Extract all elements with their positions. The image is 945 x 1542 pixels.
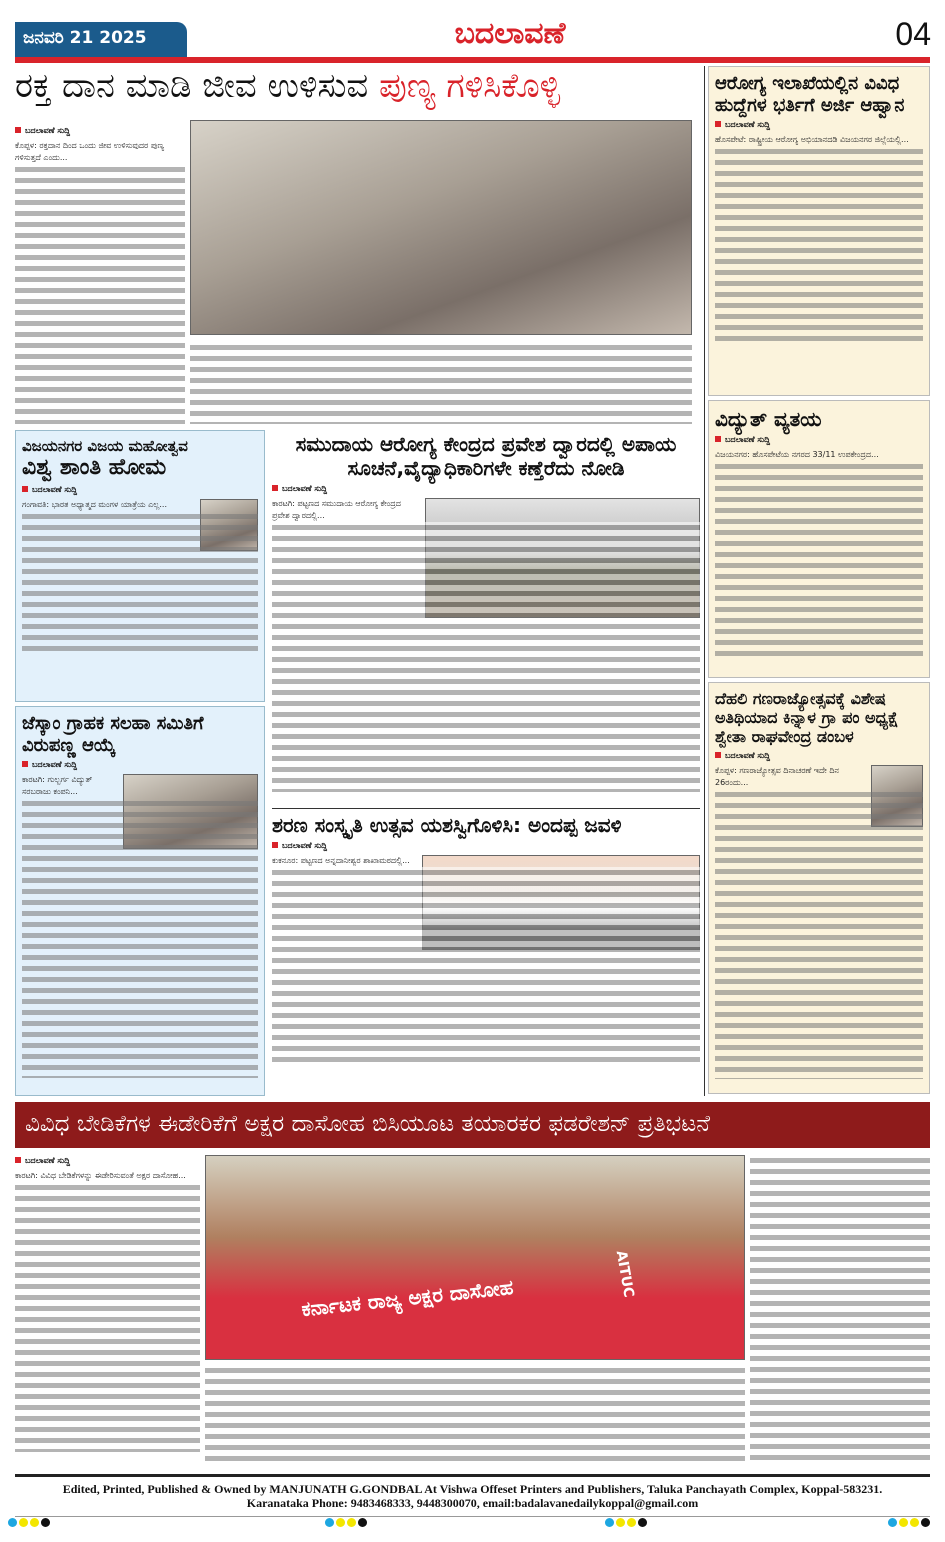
health-jobs-article bbox=[708, 66, 930, 396]
page-number: 04 bbox=[895, 16, 931, 52]
protest-text-bottom bbox=[205, 1365, 745, 1465]
body-text bbox=[15, 164, 185, 424]
imprint bbox=[0, 1482, 945, 1510]
masthead-logo: ಬದಲಾವಣೆ bbox=[454, 16, 566, 51]
lead-paragraph: ಕಾರಟಗಿ: ಗುಲ್ಬರ್ಗ ವಿದ್ಯುತ್ ಸರಬರಾಜು ಕಂಪನಿ... bbox=[22, 775, 93, 797]
body-text bbox=[15, 1182, 200, 1452]
byline: ಬದಲಾವಣೆ ಸುದ್ದಿ bbox=[715, 751, 923, 761]
byline: ಬದಲಾವಣೆ ಸುದ್ದಿ bbox=[715, 120, 923, 130]
article-headline: ಜೆಸ್ಕಾಂ ಗ್ರಾಹಕ ಸಲಹಾ ಸಮಿತಿಗೆ ವಿರುಪಣ್ಣ ಆಯ್ಕೆ bbox=[22, 713, 204, 756]
health-centre-article bbox=[272, 432, 700, 802]
photo-banner-side-text: AITUC bbox=[612, 1249, 637, 1299]
body-text bbox=[272, 522, 700, 792]
issue-date: ಜನವರಿ 21 2025 bbox=[15, 22, 187, 57]
body-text bbox=[272, 867, 700, 1067]
headline-black: ರಕ್ತ ದಾನ ಮಾಡಿ ಜೀವ ಉಳಿಸುವ bbox=[15, 66, 369, 106]
gescom-article bbox=[15, 706, 265, 1096]
registration-marks bbox=[325, 1518, 367, 1528]
registration-marks bbox=[8, 1518, 50, 1528]
column-divider bbox=[704, 66, 705, 1096]
byline: ಬದಲಾವಣೆ ಸುದ್ದಿ bbox=[272, 484, 700, 494]
body-text bbox=[22, 798, 258, 1078]
byline: ಬದಲಾವಣೆ ಸುದ್ದಿ bbox=[272, 841, 700, 851]
power-cut-article bbox=[708, 400, 930, 678]
lead-paragraph: ವಿಜಯನಗರ: ಹೊಸಪೇಟೆಯ ನಗರದ 33/11 ಉಪಕೇಂದ್ರದ... bbox=[715, 450, 879, 459]
body-text bbox=[715, 461, 923, 661]
body-text bbox=[22, 511, 258, 651]
registration-marks bbox=[605, 1518, 647, 1528]
imprint-line-1: Edited, Printed, Published & Owned by MANJUNATH G.GONDBAL At Vishwa Offeset Printers and Publishers, Taluka Panchayath Complex, Koppal-583231. bbox=[62, 1482, 883, 1496]
protest-photo bbox=[205, 1155, 745, 1360]
article-headline: ವಿದ್ಯುತ್ ವ್ಯತಯ bbox=[715, 407, 822, 431]
lead-headline bbox=[15, 66, 700, 106]
protest-text-left bbox=[15, 1152, 200, 1470]
byline: ಬದಲಾವಣೆ ಸುದ್ದಿ bbox=[15, 126, 185, 136]
article-headline: ವಿಶ್ವ ಶಾಂತಿ ಹೋಮ bbox=[22, 455, 167, 480]
lead-paragraph: ಕೊಪ್ಪಳ: ಗಣರಾಜ್ಯೋತ್ಸವ ದಿನಾಚರಣೆ ಇದೇ ದಿನ 26ರಂದು... bbox=[715, 765, 839, 787]
lead-paragraph: ಕಾರಟಗಿ: ವಿವಿಧ ಬೇಡಿಕೆಗಳನ್ನು ಈಡೇರಿಸುವಂತೆ ಅಕ್ಷರ ದಾಸೋಹ... bbox=[15, 1171, 186, 1180]
lead-paragraph: ಗಂಗಾವತಿ: ಭಾರತ ಅಧ್ಯಾತ್ಮದ ಮಂಗಳ ಯಾತ್ರೆಯ ಎಲ್ಲ... bbox=[22, 500, 168, 510]
sharana-article bbox=[272, 808, 700, 1098]
lead-paragraph: ಕುಕನೂರ: ಪಟ್ಟಣದ ಅನ್ನದಾನೀಶ್ವರ ಶಾಖಾಮಠದಲ್ಲಿ... bbox=[272, 856, 410, 865]
delhi-article bbox=[708, 682, 930, 1094]
footer-rule bbox=[15, 1474, 930, 1477]
body-text bbox=[715, 146, 923, 346]
protest-text-right bbox=[750, 1155, 930, 1465]
byline: ಬದಲಾವಣೆ ಸುದ್ದಿ bbox=[22, 760, 258, 770]
lead-paragraph: ಕಾರಟಗಿ: ಪಟ್ಟಣದ ಸಮುದಾಯ ಆರೋಗ್ಯ ಕೇಂದ್ರದ ಪ್ರವೇಶ ದ್ವಾರದಲ್ಲಿ... bbox=[272, 499, 401, 520]
lead-story-text bbox=[15, 122, 185, 427]
byline: ಬದಲಾವಣೆ ಸುದ್ದಿ bbox=[715, 435, 923, 445]
registration-marks bbox=[888, 1518, 930, 1528]
vijayanagar-article bbox=[15, 430, 265, 702]
photo-banner-text: ಕರ್ನಾಟಕ ರಾಜ್ಯ ಅಕ್ಷರ ದಾಸೋಹ bbox=[300, 1274, 515, 1322]
article-headline: ಆರೋಗ್ಯ ಇಲಾಖೆಯಲ್ಲಿನ ವಿವಿಧ ಹುದ್ದೆಗಳ ಭರ್ತಿಗೆ ಅರ್ಜಿ ಆಹ್ವಾನ bbox=[715, 73, 905, 116]
lead-paragraph: ಹೊಸಪೇಟೆ: ರಾಷ್ಟ್ರೀಯ ಆರೋಗ್ಯ ಅಭಿಯಾನದಡಿ ವಿಜಯನಗರ ಜಿಲ್ಲೆಯಲ್ಲಿ... bbox=[715, 135, 909, 145]
byline: ಬದಲಾವಣೆ ಸುದ್ದಿ bbox=[22, 485, 258, 495]
blood-donation-photo bbox=[190, 120, 692, 335]
protest-headline-banner: ವಿವಿಧ ಬೇಡಿಕೆಗಳ ಈಡೇರಿಕೆಗೆ ಅಕ್ಷರ ದಾಸೋಹ ಬಿಸಿಯೂಟ ತಯಾರಕರ ಫಡರೇಶನ್ ಪ್ರತಿಭಟನೆ bbox=[15, 1102, 930, 1148]
article-headline: ದೆಹಲಿ ಗಣರಾಜ್ಯೋತ್ಸವಕ್ಕೆ ವಿಶೇಷ ಅತಿಥಿಯಾದ ಕಿನ್ನಾಳ ಗ್ರಾ ಪಂ ಅಧ್ಯಕ್ಷೆ ಶ್ವೇತಾ ರಾಘವೇಂದ್ರ ಡಂಬಳ bbox=[715, 689, 899, 747]
headline-red: ಪುಣ್ಯ ಗಳಿಸಿಕೊಳ್ಳಿ bbox=[379, 66, 561, 106]
lead-paragraph: ಕೊಪ್ಪಳ: ರಕ್ತದಾನ ದಿಂದ ಒಂದು ಜೀವ ಉಳಿಸುವುದರ ಪುಣ್ಯ ಗಳಿಸುತ್ತದೆ ಎಂದು... bbox=[15, 141, 165, 162]
article-headline: ಶರಣ ಸಂಸ್ಕೃತಿ ಉತ್ಸವ ಯಶಸ್ವಿಗೊಳಿಸಿ: ಅಂದಪ್ಪ ಜವಳಿ bbox=[272, 813, 622, 837]
header-rule bbox=[15, 57, 930, 63]
imprint-line-2: Karanataka Phone: 9483468333, 9448300070, email:badalavanedailykoppal@gmail.com bbox=[246, 1496, 699, 1510]
byline: ಬದಲಾವಣೆ ಸುದ್ದಿ bbox=[15, 1156, 200, 1166]
registration-rule bbox=[15, 1516, 930, 1517]
body-text bbox=[715, 789, 923, 1079]
lead-story-continuation bbox=[190, 342, 692, 424]
article-kicker: ವಿಜಯನಗರ ವಿಜಯ ಮಹೋತ್ವವ bbox=[22, 437, 188, 455]
article-headline: ಸಮುದಾಯ ಆರೋಗ್ಯ ಕೇಂದ್ರದ ಪ್ರವೇಶ ದ್ವಾರದಲ್ಲಿ ಅಪಾಯ ಸೂಚನೆ,ವೈದ್ಯಾಧಿಕಾರಿಗಳೇ ಕಣ್ತೆರೆದು ನೋಡಿ bbox=[295, 432, 677, 480]
